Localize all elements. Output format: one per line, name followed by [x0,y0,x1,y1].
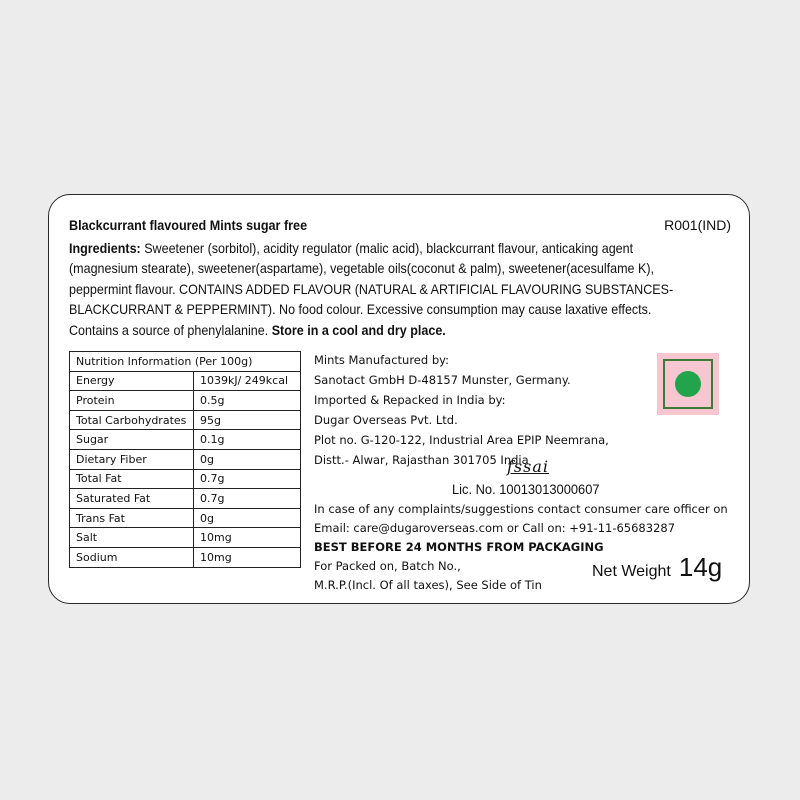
nutrient-name: Protein [70,391,194,411]
manufacturer-line: Plot no. G-120-122, Industrial Area EPIP Neemrana, [314,432,609,447]
title-row [69,217,731,235]
nutrient-value: 0.7g [194,469,301,489]
manufacturer-line: Distt.- Alwar, Rajasthan 301705 India [314,452,529,467]
product-title: Blackcurrant flavoured Mints sugar free [69,217,308,233]
ingredients-line-1: Sweetener (sorbitol), acidity regulator (malic acid), blackcurrant flavour, anticaking agent [140,240,634,256]
nutrient-name: Sodium [70,547,194,567]
nutrient-value: 95g [194,410,301,430]
nutrient-value: 1039kJ/ 249kcal [194,371,301,391]
veg-mark-border [663,359,713,409]
table-row [70,371,301,391]
veg-mark-icon [657,353,719,415]
table-row [70,430,301,450]
license-number: Lic. No. 10013013000607 [452,481,600,497]
table-row [70,528,301,548]
ingredients-label: Ingredients: [69,240,141,256]
nutrient-value: 0g [194,508,301,528]
manufacturer-line: Dugar Overseas Pvt. Ltd. [314,412,458,427]
nutrition-header: Nutrition Information (Per 100g) [70,352,301,372]
nutrient-value: 10mg [194,528,301,548]
table-row [70,449,301,469]
table-row [70,508,301,528]
product-label [48,194,750,604]
fssai-logo: fssai [507,457,549,476]
nutrient-value: 10mg [194,547,301,567]
net-weight-label: Net Weight [592,563,671,580]
nutrient-name: Salt [70,528,194,548]
table-row [70,547,301,567]
table-row [70,489,301,509]
storage-instruction: Store in a cool and dry place. [271,321,446,338]
nutrient-value: 0.7g [194,489,301,509]
best-before: BEST BEFORE 24 MONTHS FROM PACKAGING [314,540,604,554]
nutrient-value: 0.1g [194,430,301,450]
nutrient-value: 0.5g [194,391,301,411]
nutrient-name: Energy [70,371,194,391]
manufacturer-line: Imported & Repacked in India by: [314,392,506,407]
ingredients-line-5: Contains a source of phenylalanine. [69,321,272,338]
net-weight-value: 14g [678,552,723,582]
net-weight [592,552,722,583]
packed-on-line: For Packed on, Batch No., [314,559,461,573]
ingredients-line-3: peppermint flavour. CONTAINS ADDED FLAVOUR (NATURAL & ARTIFICIAL FLAVOURING SUBSTANCES- [69,280,674,297]
ingredients-block [69,238,687,340]
nutrient-name: Total Fat [70,469,194,489]
product-code: R001(IND) [664,217,731,233]
nutrient-name: Dietary Fiber [70,449,194,469]
manufacturer-line: Sanotact GmbH D-48157 Munster, Germany. [314,372,571,387]
veg-dot [675,371,701,397]
table-row [70,391,301,411]
nutrient-name: Total Carbohydrates [70,410,194,430]
table-row [70,469,301,489]
consumer-contact-line: Email: care@dugaroverseas.com or Call on: +91-11-65683287 [314,521,676,535]
nutrient-value: 0g [194,449,301,469]
nutrition-header-row [70,352,301,372]
consumer-care-line: In case of any complaints/suggestions contact consumer care officer on [314,502,728,516]
nutrient-name: Trans Fat [70,508,194,528]
nutrient-name: Sugar [70,430,194,450]
table-row [70,410,301,430]
nutrient-name: Saturated Fat [70,489,194,509]
mrp-line: M.R.P.(Incl. Of all taxes), See Side of Tin [314,578,542,592]
manufacturer-line: Mints Manufactured by: [314,353,449,367]
ingredients-line-2: (magnesium stearate), sweetener(aspartame), vegetable oils(coconut & palm), sweetener(acesulfame K), [69,260,654,277]
ingredients-line-4: BLACKCURRANT & PEPPERMINT). No food colour. Excessive consumption may cause laxative effects. [69,301,652,318]
nutrition-table [69,351,301,568]
